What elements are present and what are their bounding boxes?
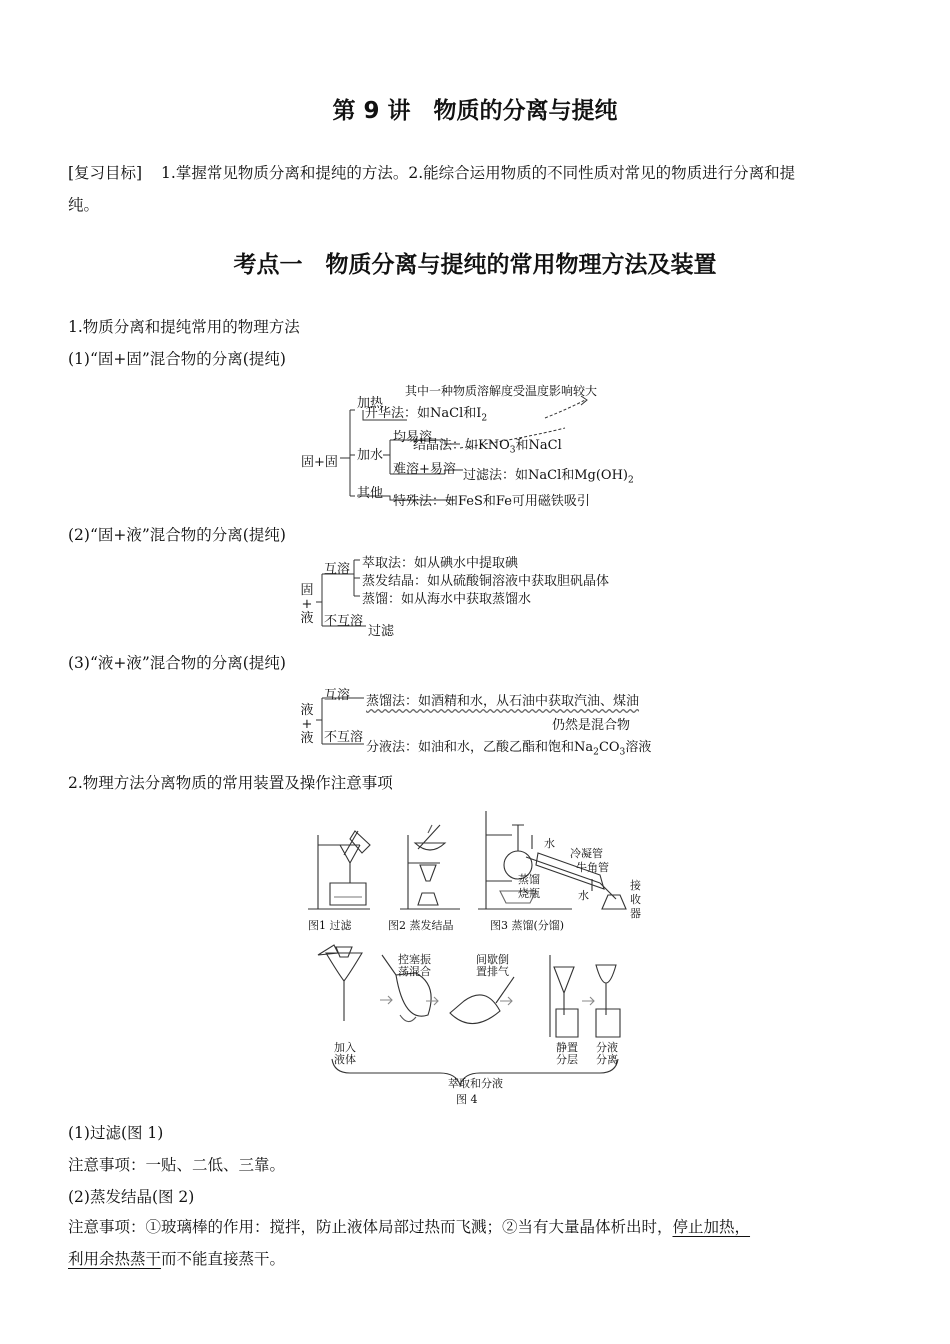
insoluble-soluble-label: 难溶+易溶 [393, 462, 456, 477]
diagram-solid-liquid [296, 552, 656, 642]
root-solid-solid: 固+固 [301, 455, 338, 470]
flask-label-2: 烧瓶 [518, 887, 540, 900]
note-filtration-text: 注意事项：一贴、二低、三靠。 [68, 1156, 286, 1174]
review-text-line2: 纯。 [68, 196, 100, 214]
add-liquid-label-1: 加入 [334, 1041, 356, 1054]
add-liquid-label-2: 液体 [334, 1053, 356, 1066]
note-filtration-heading: (1)过滤(图 1) [68, 1124, 164, 1142]
receiver-label-2: 收 [630, 893, 641, 906]
sub-heading-1: (1)“固+固”混合物的分离(提纯) [68, 350, 286, 368]
extraction-method: 萃取法：如从碘水中提取碘 [362, 556, 519, 571]
underlined-residual-heat: 利用余热蒸干 [68, 1250, 162, 1268]
apparatus-drawing [300, 805, 650, 1110]
fig4-brace-label: 萃取和分液 [448, 1077, 503, 1090]
filtration-method: 过滤法：如NaCl和$Mg(OH)_2$ [463, 468, 634, 486]
root-liquid-liquid: 液 + 液 [300, 703, 314, 746]
apparatus-figure [300, 805, 650, 1110]
adapter-label: 牛角管 [576, 861, 609, 874]
review-label: [复习目标] [68, 164, 143, 182]
vent-label-2: 置排气 [476, 965, 509, 978]
special-method: 特殊法：如FeS和Fe可用磁铁吸引 [393, 494, 590, 509]
section-title: 考点一 物质分离与提纯的常用物理方法及装置 [233, 252, 717, 278]
immiscible-label: 不互溶 [324, 614, 364, 629]
note-evaporation-heading: (2)蒸发结晶(图 2) [68, 1188, 195, 1206]
fig2-caption: 图2 蒸发结晶 [388, 919, 454, 932]
receiver-label-3: 器 [630, 907, 641, 920]
page-title: 第 9 讲 物质的分离与提纯 [332, 98, 618, 124]
sublimation-method: 升华法：如NaCl和$I_2$ [365, 406, 488, 424]
separate-label-2: 分离 [596, 1053, 618, 1066]
item-2-heading: 2.物理方法分离物质的常用装置及操作注意事项 [68, 774, 393, 792]
review-goals [68, 158, 888, 188]
underlined-stop-heating: 停止加热， [672, 1218, 751, 1236]
filtration-method-2: 过滤 [368, 624, 395, 639]
rest-label-2: 分层 [556, 1053, 578, 1066]
separating-method: 分液法：如油和水，乙酸乙酯和饱和$Na_2CO_3$溶液 [366, 740, 652, 758]
rest-label-1: 静置 [556, 1041, 578, 1054]
distillation-method: 蒸馏：如从海水中获取蒸馏水 [362, 592, 532, 607]
diagram-solid-solid [295, 378, 665, 513]
vent-label-1: 间歇倒 [476, 953, 509, 966]
item-1-heading: 1.物质分离和提纯常用的物理方法 [68, 318, 300, 336]
branch-heat: 加热 [357, 396, 384, 411]
root-solid-liquid: 固 + 液 [300, 583, 314, 626]
immiscible-label-2: 不互溶 [324, 730, 364, 745]
still-mixture-note: 仍然是混合物 [552, 718, 631, 733]
receiver-label-1: 接 [630, 879, 641, 892]
shake-label-2: 荡混合 [398, 965, 431, 978]
branch-other: 其他 [357, 486, 384, 501]
crystallization-method: 结晶法：如$KNO_3$和NaCl [413, 438, 562, 456]
sub-heading-2: (2)“固+液”混合物的分离(提纯) [68, 526, 286, 544]
water-in-label: 水 [544, 837, 555, 850]
water-out-label: 水 [578, 889, 589, 902]
fig4-caption: 图 4 [456, 1093, 478, 1106]
evaporation-method: 蒸发结晶：如从硫酸铜溶液中获取胆矾晶体 [362, 574, 610, 589]
diagram1-note: 其中一种物质溶解度受温度影响较大 [405, 384, 598, 398]
miscible-label: 互溶 [324, 562, 351, 577]
distillation-method-2: 蒸馏法：如酒精和水，从石油中获取汽油、煤油 [366, 694, 640, 709]
flask-label-1: 蒸馏 [518, 873, 540, 886]
fig3-caption: 图3 蒸馏(分馏) [490, 919, 565, 932]
review-text-line1: 1.掌握常见物质分离和提纯的方法。2.能综合运用物质的不同性质对常见的物质进行分离和提 [161, 164, 796, 182]
diagram-liquid-liquid [296, 682, 666, 762]
note-evaporation-text: 注意事项：①玻璃棒的作用：搅拌，防止液体局部过热而飞溅；②当有大量晶体析出时，停止加热， [68, 1218, 751, 1236]
both-soluble-label: 均易溶 [393, 430, 433, 445]
branch-water: 加水 [357, 448, 384, 463]
fig1-caption: 图1 过滤 [308, 919, 352, 932]
note-evaporation-text-2: 利用余热蒸干而不能直接蒸干。 [68, 1250, 286, 1268]
separate-label-1: 分液 [596, 1041, 618, 1054]
condenser-label: 冷凝管 [570, 847, 603, 860]
miscible-label-2: 互溶 [324, 688, 351, 703]
sub-heading-3: (3)“液+液”混合物的分离(提纯) [68, 654, 286, 672]
shake-label-1: 控塞振 [398, 953, 431, 966]
